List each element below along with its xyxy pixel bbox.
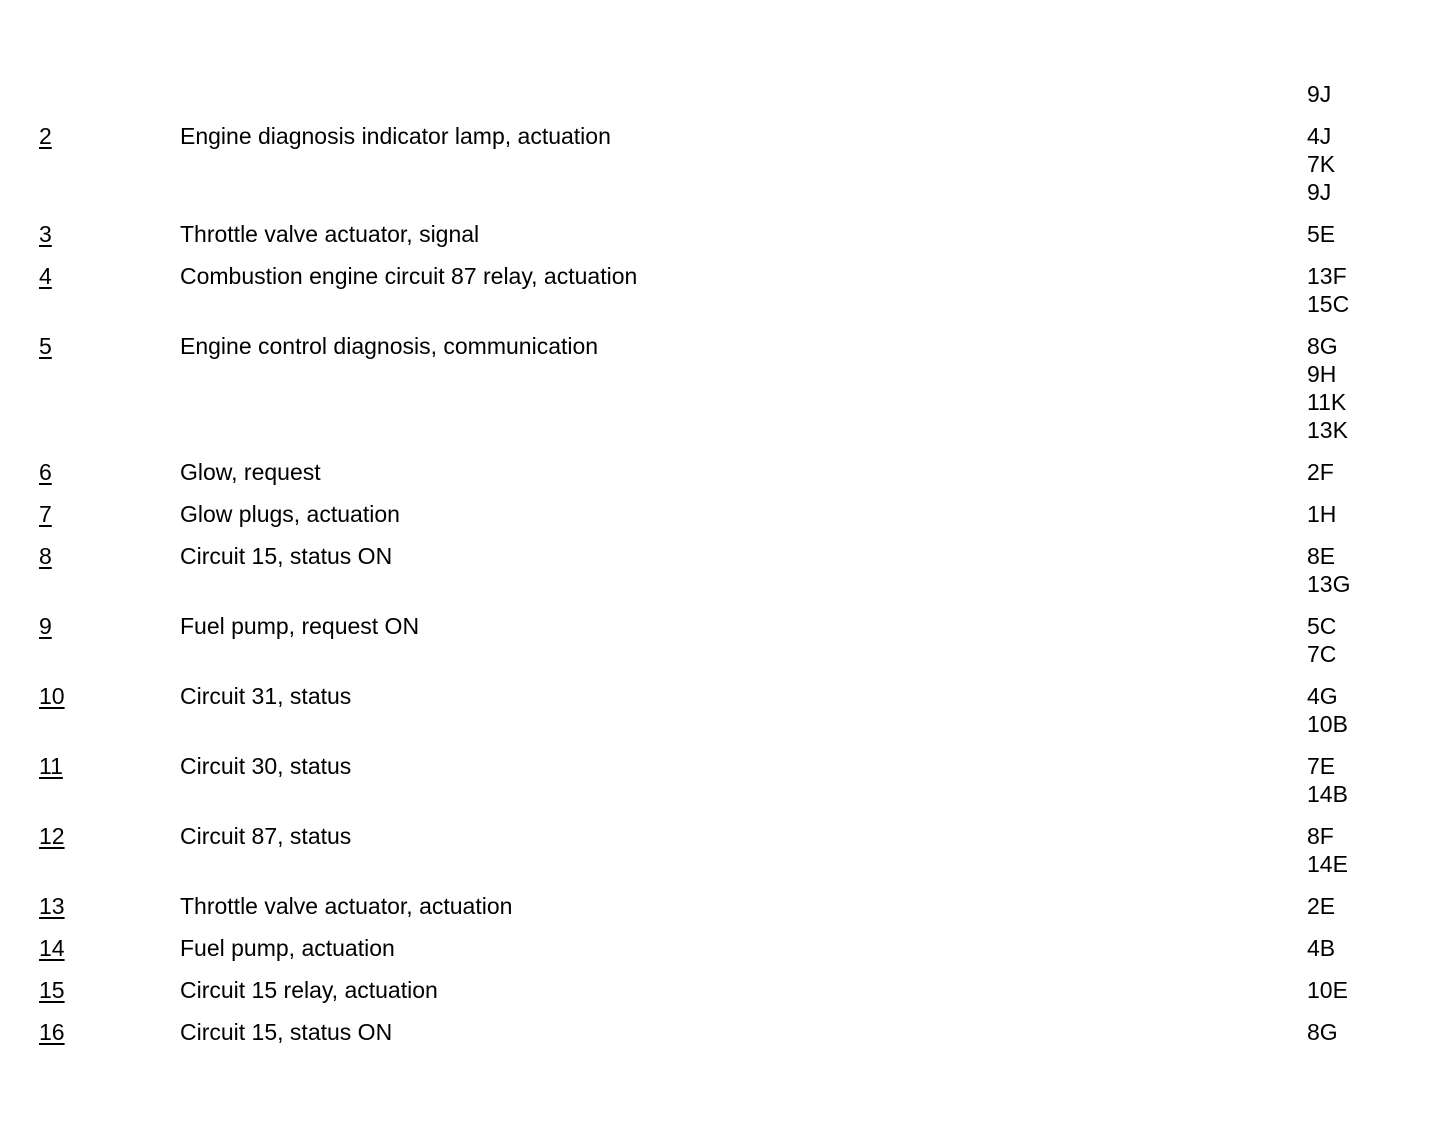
grid-reference: 1H [1307, 501, 1337, 527]
grid-reference: 15C [1307, 291, 1350, 317]
grid-reference: 4J [1307, 123, 1332, 149]
grid-references [1307, 332, 1348, 444]
grid-references [1307, 122, 1335, 206]
signal-reference-table [0, 80, 1456, 1060]
table-row [0, 976, 1456, 1004]
continuation-refs [1307, 80, 1331, 108]
grid-reference: 8E [1307, 543, 1336, 569]
grid-references [1307, 682, 1348, 738]
signal-description: Throttle valve actuator, actuation [180, 893, 513, 919]
table-row [0, 458, 1456, 486]
grid-reference: 9J [1307, 81, 1332, 107]
grid-reference: 5C [1307, 613, 1337, 639]
table-row [0, 220, 1456, 248]
grid-reference: 14E [1307, 851, 1348, 877]
signal-description: Fuel pump, actuation [180, 935, 395, 961]
grid-references [1307, 612, 1336, 668]
grid-references [1307, 752, 1348, 808]
grid-reference: 7C [1307, 641, 1337, 667]
signal-number-link[interactable]: 13 [39, 893, 65, 919]
grid-reference: 5E [1307, 221, 1336, 247]
grid-references [1307, 262, 1349, 318]
signal-number-link[interactable]: 11 [39, 753, 63, 779]
grid-references [1307, 934, 1335, 962]
signal-number-link[interactable]: 5 [39, 333, 52, 359]
continuation-row [0, 80, 1456, 108]
table-row [0, 682, 1456, 738]
grid-references [1307, 542, 1350, 598]
signal-number-link[interactable]: 10 [39, 683, 65, 709]
grid-reference: 8F [1307, 823, 1334, 849]
grid-reference: 9J [1307, 179, 1332, 205]
signal-number-link[interactable]: 6 [39, 459, 52, 485]
signal-description: Circuit 15, status ON [180, 543, 393, 569]
grid-reference: 9H [1307, 361, 1337, 387]
grid-reference: 4B [1307, 935, 1336, 961]
signal-description: Engine diagnosis indicator lamp, actuation [180, 123, 611, 149]
signal-number-link[interactable]: 14 [39, 935, 65, 961]
table-row [0, 752, 1456, 808]
signal-number-link[interactable]: 7 [39, 501, 52, 527]
table-row [0, 262, 1456, 318]
signal-number-link[interactable]: 2 [39, 123, 52, 149]
table-row [0, 542, 1456, 598]
table-row [0, 1018, 1456, 1046]
grid-reference: 8G [1307, 333, 1338, 359]
table-row [0, 892, 1456, 920]
grid-reference: 7E [1307, 753, 1336, 779]
grid-reference: 4G [1307, 683, 1338, 709]
table-row [0, 332, 1456, 444]
grid-reference: 10E [1307, 977, 1348, 1003]
signal-description: Circuit 30, status [180, 753, 352, 779]
grid-reference: 13F [1307, 263, 1347, 289]
grid-reference: 11K [1307, 389, 1347, 415]
grid-reference: 13G [1307, 571, 1351, 597]
grid-references [1307, 892, 1335, 920]
grid-reference: 2E [1307, 893, 1336, 919]
signal-description: Glow, request [180, 459, 321, 485]
grid-references [1307, 220, 1335, 248]
signal-number-link[interactable]: 8 [39, 543, 52, 569]
grid-reference: 2F [1307, 459, 1334, 485]
grid-reference: 13K [1307, 417, 1348, 443]
signal-description: Circuit 87, status [180, 823, 352, 849]
grid-references [1307, 822, 1348, 878]
grid-references [1307, 1018, 1338, 1046]
signal-description: Circuit 15 relay, actuation [180, 977, 438, 1003]
grid-references [1307, 458, 1334, 486]
grid-reference: 8G [1307, 1019, 1338, 1045]
signal-number-link[interactable]: 4 [39, 263, 52, 289]
signal-description: Combustion engine circuit 87 relay, actuation [180, 263, 638, 289]
signal-description: Engine control diagnosis, communication [180, 333, 599, 359]
signal-description: Throttle valve actuator, signal [180, 221, 480, 247]
signal-number-link[interactable]: 3 [39, 221, 52, 247]
table-row [0, 500, 1456, 528]
signal-description: Circuit 15, status ON [180, 1019, 393, 1045]
grid-reference: 7K [1307, 151, 1336, 177]
grid-references [1307, 500, 1336, 528]
table-row [0, 612, 1456, 668]
grid-reference: 14B [1307, 781, 1348, 807]
table-row [0, 934, 1456, 962]
table-row [0, 122, 1456, 206]
grid-reference: 10B [1307, 711, 1348, 737]
signal-description: Glow plugs, actuation [180, 501, 400, 527]
signal-number-link[interactable]: 15 [39, 977, 65, 1003]
signal-description: Fuel pump, request ON [180, 613, 420, 639]
signal-number-link[interactable]: 12 [39, 823, 65, 849]
signal-number-link[interactable]: 9 [39, 613, 52, 639]
signal-description: Circuit 31, status [180, 683, 352, 709]
table-rows [0, 122, 1456, 1046]
signal-number-link[interactable]: 16 [39, 1019, 65, 1045]
table-row [0, 822, 1456, 878]
grid-references [1307, 976, 1348, 1004]
